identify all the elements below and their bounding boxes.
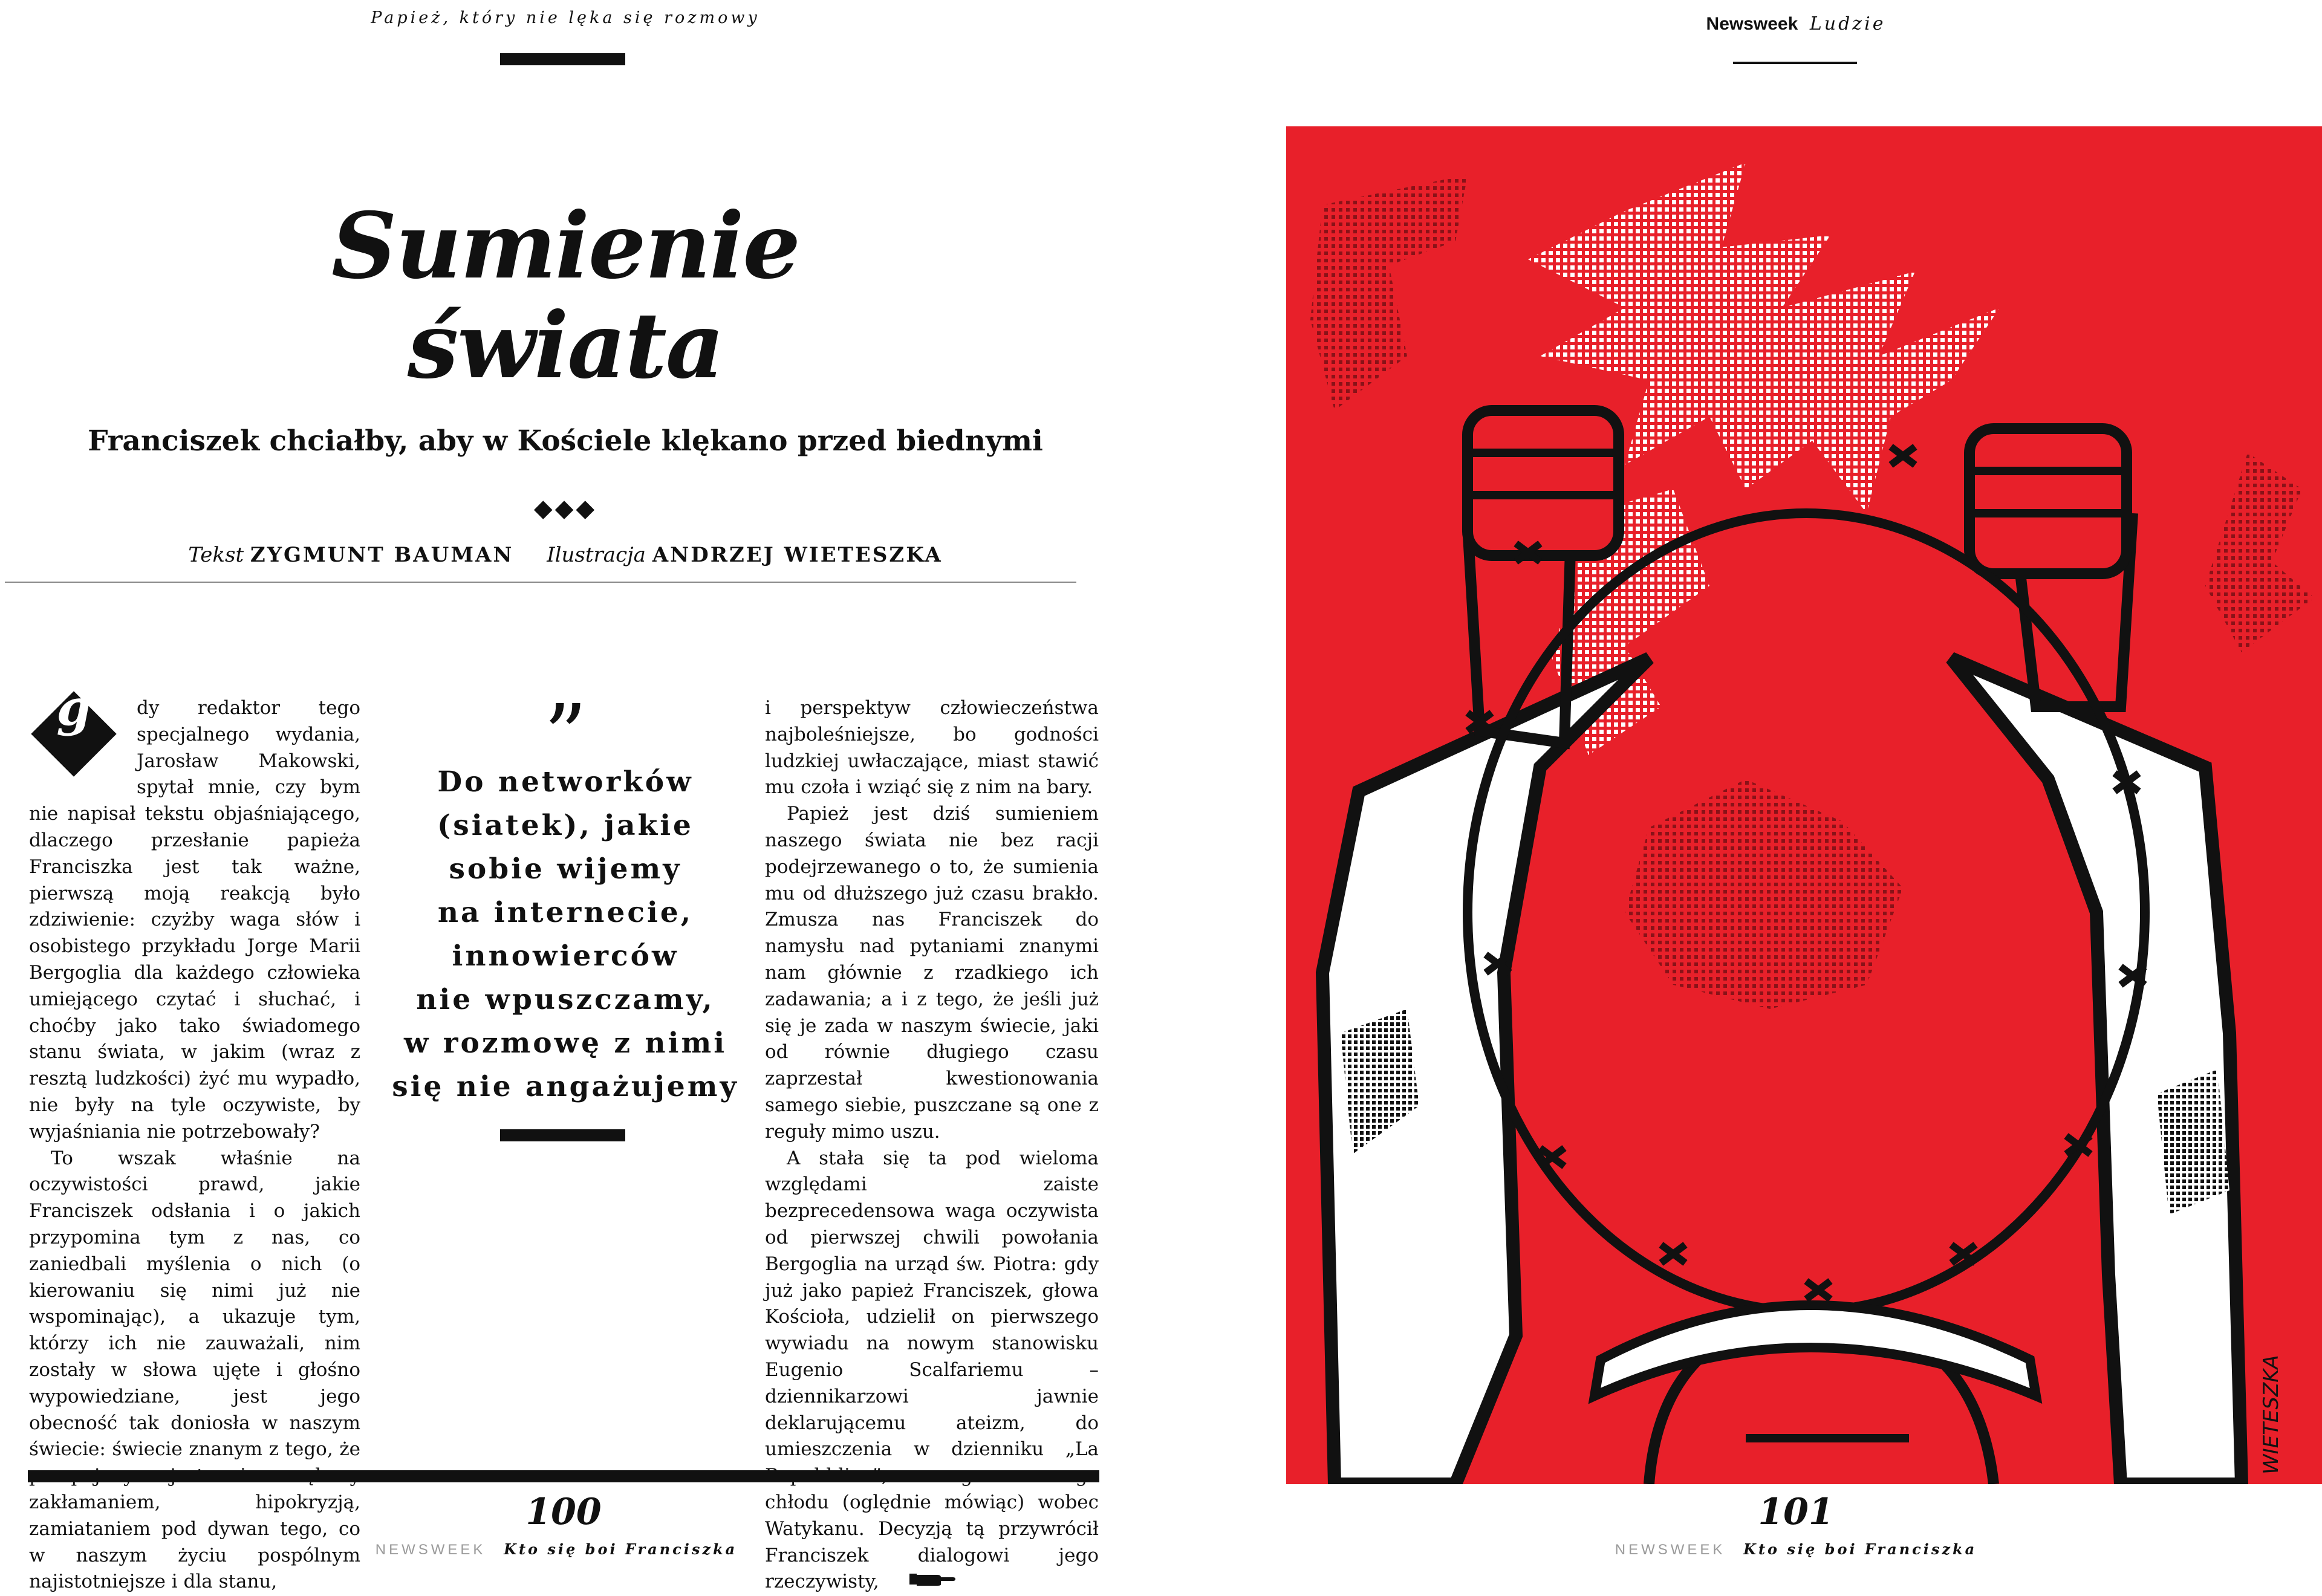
title-line-2: świata <box>407 293 724 399</box>
page-number-left: 100 <box>525 1491 602 1533</box>
pull-quote-line: w rozmowę z nimi <box>403 1027 727 1060</box>
drop-cap-letter: g <box>56 679 91 737</box>
running-head-left: Papież, który nie lęka się rozmowy <box>371 8 760 27</box>
pull-quote <box>387 761 744 1109</box>
paragraph: To wszak właśnie na oczywistości prawd, jakie Franciszek odsłania i o jakich przypomina tym z nas, co zaniedbali myślenia o nich (o kierowaniu się nimi już nie wspominając), a ukazuje tym, którzy ich nie zauważali, nim zostały w słowa ujęte i głośno wypowiedziane, jest jego obecność tak doniosła w naszym świecie: świecie znanym z tego, że zakłamaniem, hipokryzją, zamiataniem pod dywan tego, co w naszym życiu pospólnym najistotniejsze i dla stanu, <box>29 1147 360 1593</box>
footer-right <box>1554 1540 2038 1559</box>
body-column-3 <box>765 695 1099 1593</box>
bottom-rule-bar <box>28 1470 1099 1482</box>
svg-text:WIETESZKA: WIETESZKA <box>2259 1355 2283 1474</box>
paragraph-text: dy redaktor tego specjalnego wydania, Jarosław Makowski, spytał mnie, czy bym nie napisał tekstu objaśniającego, dlaczego przesłanie papieża Franciszka jest tak ważne, pierwszą moją reakcją było zdziwienie: czyżby waga słów i osobistego przykładu Jorge Marii Bergoglia dla każdego człowieka umiejącego czytać i słuchać, i choćby jako tako świadomego stanu świata, w jakim (wraz z resztą ludzkości) żyć mu wypadło, nie były na tyle oczywiste, by wyjaśniania nie potrzebowały? <box>29 697 360 1143</box>
footer-section: Kto się boi Franciszka <box>504 1540 738 1558</box>
diamond-ornament: ◆◆◆ <box>533 495 597 522</box>
header-divider-bar <box>500 53 625 65</box>
quote-marks-icon: ” <box>544 687 587 785</box>
footer-brand: NEWSWEEK <box>375 1542 486 1558</box>
body-column-1 <box>29 679 360 1593</box>
running-head-brand: Newsweek <box>1706 14 1798 34</box>
paragraph: Papież jest dziś sumieniem naszego świata nie bez racji podejrzewanego o to, że sumienia mu od dłuższego już czasu brakło. Zmusza nas Franciszek do namysłu nad pytaniami znanymi nam głównie z rzadkiego ich zadawania; a i z tego, że jeśli już się je zada w naszym świecie, jaki od równie długiego czasu zaprzestał kwestionowania samego siebie, puszczane są one z reguły mimo uszu. <box>765 803 1099 1143</box>
pull-quote-line: się nie angażujemy <box>392 1070 739 1103</box>
pull-quote-line: innowierców <box>452 939 679 973</box>
pull-quote-line: nie wpuszczamy, <box>416 983 715 1016</box>
pull-quote-line: sobie wijemy <box>449 852 682 886</box>
paragraph <box>765 1146 1099 1596</box>
fists-barbed-wire-illustration <box>1286 126 2322 1484</box>
byline-author: ZYGMUNT BAUMAN <box>250 543 514 567</box>
article-title <box>0 193 1131 399</box>
pull-quote-line: na internecie, <box>437 896 694 929</box>
byline-text-label: Tekst <box>188 543 244 567</box>
artist-signature <box>2259 1355 2283 1474</box>
paragraph: i perspektyw człowieczeństwa najboleśniejsze, bo godności ludzkiej uwłaczające, miast stawić mu czoła i wziąć się z nim na bary. <box>765 697 1099 799</box>
title-line-1: Sumienie <box>331 193 799 299</box>
footer-section: Kto się boi Franciszka <box>1743 1540 1977 1558</box>
running-head-rule <box>1733 62 1857 64</box>
drop-cap <box>29 679 137 780</box>
footer-left <box>314 1540 798 1559</box>
pull-quote-line: Do networków <box>437 765 694 799</box>
article-subtitle: Franciszek chciałby, aby w Kościele klękano przed biednymi <box>88 424 1043 458</box>
pull-quote-line: (siatek), jakie <box>437 809 694 842</box>
illustration <box>1286 126 2322 1484</box>
byline-rule <box>5 582 1076 583</box>
running-head-section: Ludzie <box>1809 13 1886 34</box>
page-number-right: 101 <box>1758 1491 1834 1533</box>
pull-quote-bar <box>500 1129 625 1141</box>
pointing-hand-icon <box>888 1569 955 1596</box>
byline <box>0 543 1131 567</box>
paragraph <box>29 679 360 1146</box>
running-head-right <box>1669 13 1923 34</box>
byline-illustration-label: Ilustracja <box>547 543 646 567</box>
byline-illustrator: ANDRZEJ WIETESZKA <box>652 543 943 567</box>
footer-brand: NEWSWEEK <box>1615 1542 1726 1558</box>
paragraph-text: A stała się ta pod wieloma względami zaiste bezprecedensowa waga oczywista od pierwszej chwili powołania Bergoglia na urząd św. Piotra: gdy już jako papież Franciszek, głowa Kościoła, udzielił on pierwszego wywiadu na nowym stanowisku Eugenio Scalfariemu – dziennikarzowi jawnie deklarującemu ateizm, do umieszczenia w dzienniku „La chłodu (oględnie mówiąc) wobec Watykanu. Decyzją tą przywrócił Franciszek dialogowi jego rzeczywisty, <box>765 1147 1099 1593</box>
